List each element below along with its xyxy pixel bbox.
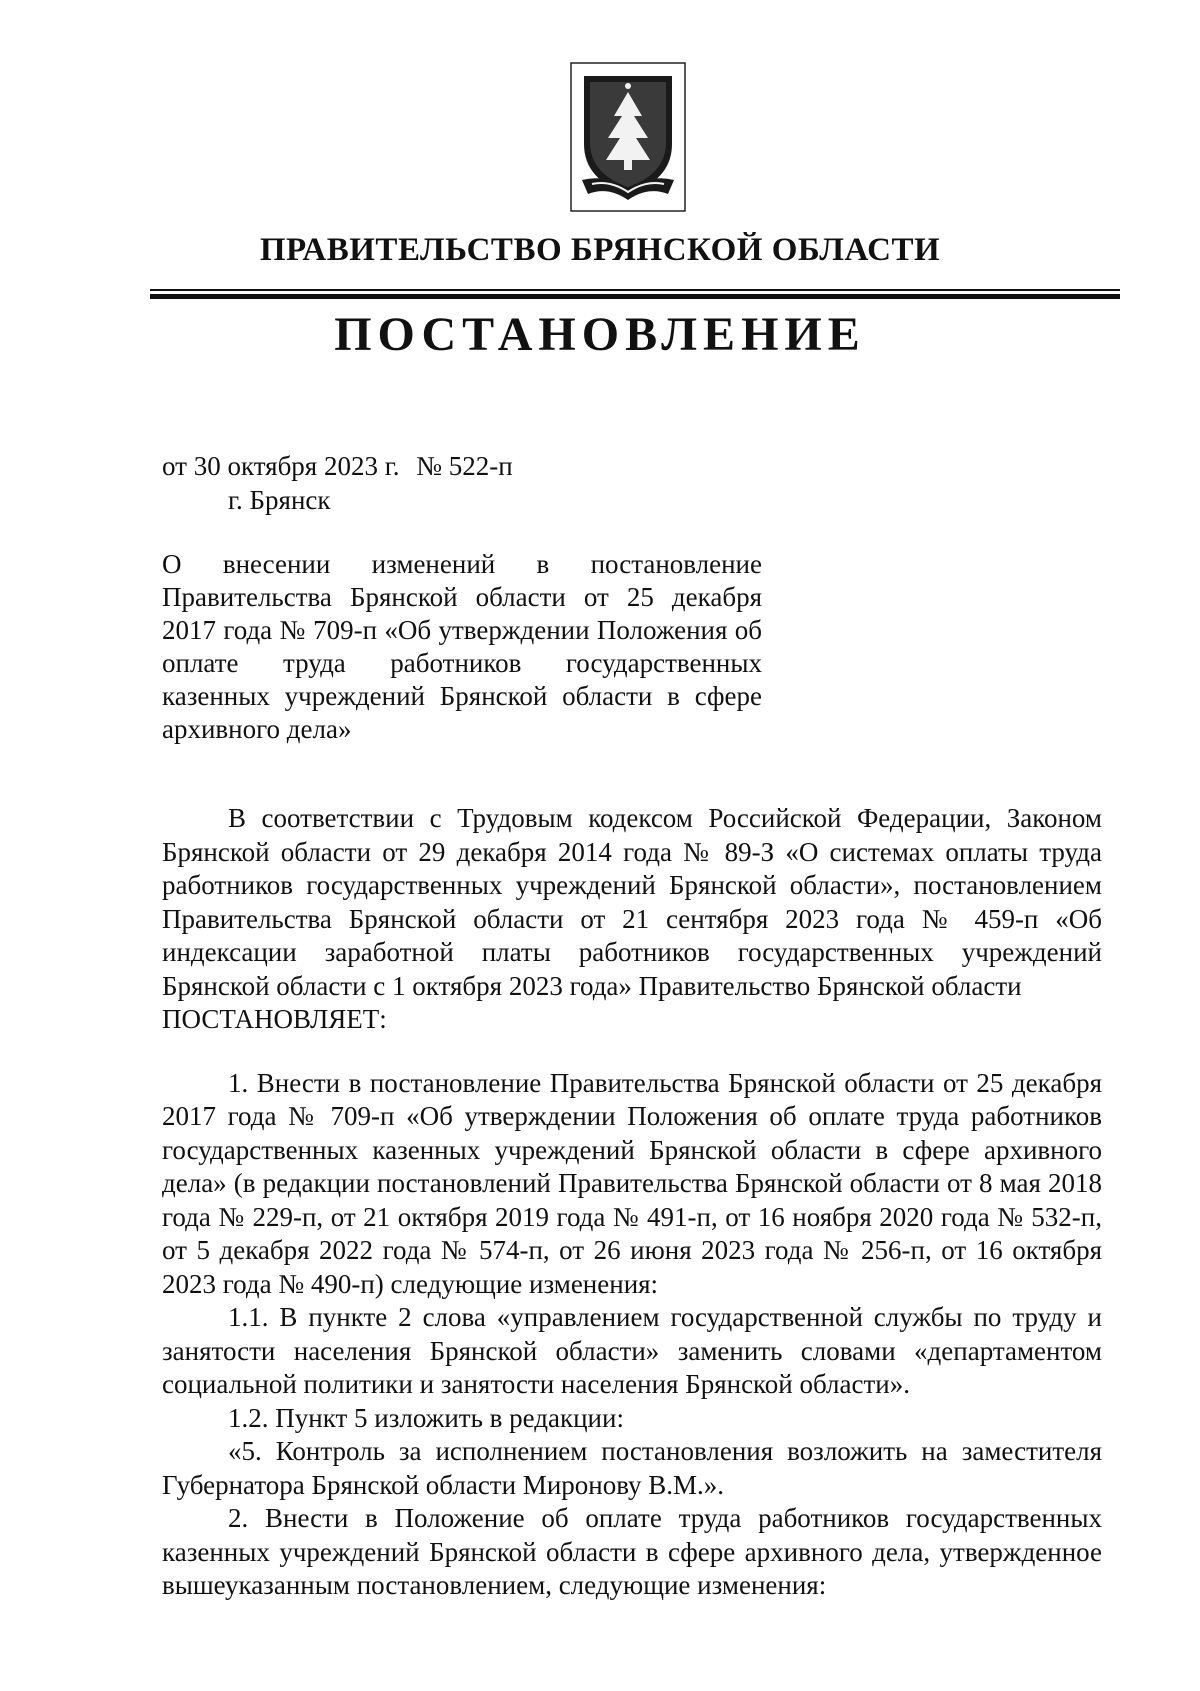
paragraph-1-1: 1.1. В пункте 2 слова «управлением государственной службы по труду и занятости населения Брянской области» заменить словами «департаментом социальной политики и занятости населения Брянской области». xyxy=(162,1302,1102,1399)
paragraph-1-2-quote: «5. Контроль за исполнением постановления возложить на заместителя Губернатора Брянской области Миронову В.М.». xyxy=(162,1436,1102,1500)
document-body xyxy=(162,802,1102,1603)
document-date: от 30 октября 2023 г. xyxy=(162,451,400,481)
header-rule-thin xyxy=(150,289,1120,291)
document-subject: О внесении изменений в постановление Правительства Брянской области от 25 декабря 2017 года № 709-п «Об утверждении Положения об оплате труда работников государственных казенных учреждений Брянской области в сфере архивного дела» xyxy=(162,549,762,744)
document-date-line xyxy=(162,451,513,482)
bryansk-coat-of-arms-icon xyxy=(570,62,686,212)
resolves-word: ПОСТАНОВЛЯЕТ: xyxy=(162,1004,387,1034)
preamble-paragraph: В соответствии с Трудовым кодексом Российской Федерации, Законом Брянской области от 29 декабря 2014 года № 89-З «О системах оплаты труда работников государственных учреждений Брянской области», постановлением Правительства Брянской области от 21 сентября 2023 года № 459-п «Об индексации заработной платы работников государственных учреждений Брянской области с 1 октября 2023 года» Правительство Брянской области xyxy=(162,803,1102,1001)
paragraph-1: 1. Внести в постановление Правительства Брянской области от 25 декабря 2017 года № 709-п «Об утверждении Положения об оплате труда работников государственных казенных учреждений Брянской области в сфере архивного дела» (в редакции постановлений Правительства Брянской области от 8 мая 2018 года № 229-п, от 21 октября 2019 года № 491-п, от 16 ноября 2020 года № 532-п, от 5 декабря 2022 года № 574-п, от 26 июня 2023 года № 256-п, от 16 октября 2023 года № 490-п) следующие изменения: xyxy=(162,1067,1102,1299)
document-number: № 522-п xyxy=(416,451,513,481)
header-rule-thick xyxy=(150,294,1120,299)
document-city: г. Брянск xyxy=(228,485,331,515)
government-title: ПРАВИТЕЛЬСТВО БРЯНСКОЙ ОБЛАСТИ xyxy=(259,232,941,268)
paragraph-2: 2. Внести в Положение об оплате труда работников государственных казенных учреждений Брянской области в сфере архивного дела, утвержденное вышеуказанным постановлением, следующие изменения: xyxy=(162,1503,1102,1600)
document-type: ПОСТАНОВЛЕНИЕ xyxy=(334,308,866,361)
paragraph-1-2: 1.2. Пункт 5 изложить в редакции: xyxy=(228,1402,624,1433)
